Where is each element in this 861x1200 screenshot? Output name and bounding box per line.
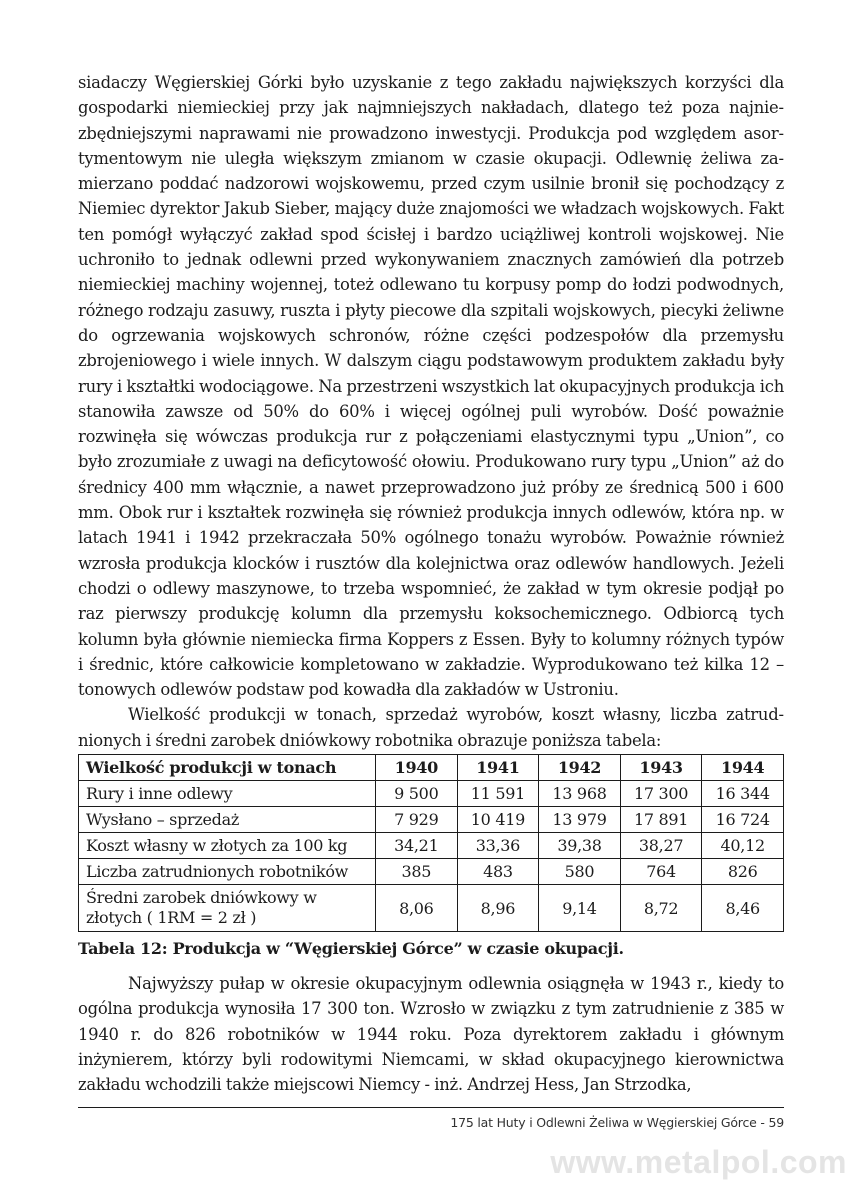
body-paragraph-1: siadaczy Węgierskiej Górki było uzyskanie z tego zakładu największych korzyści dla gospodarki niemieckiej przy jak najmniejszych nakładach, dlatego też poza najniezbędniejszymi naprawami nie prowadzono inwestycji. Produkcja pod względem asortymentowym nie uległa większym zmianom w czasie okupacji. Odlewnię żeliwa zamierzano poddać nadzorowi wojskowemu, przed czym usilnie bronił się pochodzący z Niemiec dyrektor Jakub Sieber, mający duże znajomości we władzach wojskowych. Fakt ten pomógł wyłączyć zakład spod ścisłej i bardzo uciążliwej kontroli wojskowej. Nie uchroniło to jednak odlewni przed wykonywaniem znacznych zamówień dla potrzeb niemieckiej machiny wojennej, toteż odlewano tu korpusy pomp do łodzi podwodnych, różnego rodzaju zasuwy, ruszta i płyty piecowe dla szpitali wojskowych, piecyki żeliwne do ogrzewania wojskowych schronów, różne części podzespołów dla przemysłu zbrojeniowego i wiele innych. W dalszym ciągu podstawowym produktem zakładu były rury i kształtki wodociągowe. Na przestrzeni wszystkich lat okupacyjnych produkcja ich stanowiła zawsze od 50% do 60% i więcej ogólnej puli wyrobów. Dość poważnie rozwinęła się wówczas produkcja rur z połączeniami elastycznymi typu „Union”, co było zrozumiałe z uwagi na deficytowość ołowiu. Produkowano rury typu „Union” aż do średnicy 400 mm włącznie, a nawet przeprowadzono już próby ze średnicą 500 i 600 mm. Obok rur i kształtek rozwinęła się również produkcja innych odlewów, która np. w latach 1941 i 1942 przekraczała 50% ogólnego tonażu wyrobów. Poważnie również wzrosła produkcja klocków i rusztów dla kolejnictwa oraz odlewów handlowych. Jeżeli chodzi o odlewy maszynowe, to trzeba wspomnieć, że zakład w tym okresie podjął po raz pierwszy produkcję kolumn dla przemysłu koksochemicznego. Odbiorcą tych kolumn była głównie niemiecka firma Koppers z Essen. Były to kolumny różnych typów i średnic, które całkowicie kompletowano w zakładzie. Wyprodukowano też kilka 12 – tonowych odlewów podstaw pod kowadła dla zakładów w Ustroniu. (78, 73, 784, 700)
table-cell: 11 591 (457, 781, 539, 807)
table-cell: 38,27 (620, 833, 702, 859)
table-cell: 39,38 (539, 833, 621, 859)
table-cell: 9,14 (539, 885, 621, 932)
table-cell: 17 300 (620, 781, 702, 807)
table-cell: 580 (539, 859, 621, 885)
table-cell: 10 419 (457, 807, 539, 833)
table-row (79, 885, 784, 932)
table-cell: 9 500 (376, 781, 458, 807)
body-paragraph-3: Najwyższy pułap w okresie okupacyjnym odlewnia osiągnęła w 1943 r., kiedy to ogólna produkcja wynosiła 17 300 ton. Wzrosło w związku z tym zatrudnienie z 385 w 1940 r. do 826 robotników w 1944 roku. Poza dyrektorem zakładu i głównym inżynierem, którzy byli rodowitymi Niemcami, w skład okupacyjnego kierownictwa zakładu wchodzili także miejscowi Niemcy - inż. Andrzej Hess, Jan Strzodka, (78, 974, 784, 1095)
table-cell: 17 891 (620, 807, 702, 833)
table-caption: Tabela 12: Produkcja w “Węgierskiej Górce” w czasie okupacji. (78, 939, 624, 959)
table-header-cell: 1942 (539, 755, 621, 781)
table-cell: 7 929 (376, 807, 458, 833)
table-cell: Liczba zatrudnionych robotników (79, 859, 376, 885)
production-table (78, 754, 784, 932)
table-header-row (79, 755, 784, 781)
table-cell: 764 (620, 859, 702, 885)
table-cell: 8,72 (620, 885, 702, 932)
table-header-cell: 1940 (376, 755, 458, 781)
table-cell: 13 968 (539, 781, 621, 807)
table-cell: 8,96 (457, 885, 539, 932)
table-header-cell: Wielkość produkcji w tonach (79, 755, 376, 781)
table-cell: 16 724 (702, 807, 784, 833)
table-cell: 826 (702, 859, 784, 885)
footer-divider (78, 1107, 784, 1108)
watermark: www.metalpol.com (550, 1144, 847, 1180)
table-header-cell: 1941 (457, 755, 539, 781)
body-paragraph-2: Wielkość produkcji w tonach, sprzedaż wyrobów, koszt własny, liczba zatrudnionych i średni zarobek dniówkowy robotnika obrazuje poniższa tabela: (78, 705, 784, 750)
page-content (78, 70, 784, 1098)
table-cell: 385 (376, 859, 458, 885)
table-cell: 8,06 (376, 885, 458, 932)
table-cell: Rury i inne odlewy (79, 781, 376, 807)
table-cell: Koszt własny w złotych za 100 kg (79, 833, 376, 859)
table-row (79, 833, 784, 859)
table-row (79, 859, 784, 885)
table-row (79, 807, 784, 833)
page-footer: 175 lat Huty i Odlewni Żeliwa w Węgierskiej Górce - 59 (450, 1115, 784, 1130)
table-cell: 13 979 (539, 807, 621, 833)
table-cell: Wysłano – sprzedaż (79, 807, 376, 833)
table-row (79, 781, 784, 807)
table-cell: 40,12 (702, 833, 784, 859)
table-cell: 483 (457, 859, 539, 885)
table-cell: Średni zarobek dniówkowy w złotych ( 1RM = 2 zł ) (79, 885, 376, 932)
table-cell: 34,21 (376, 833, 458, 859)
table-header-cell: 1943 (620, 755, 702, 781)
table-cell: 33,36 (457, 833, 539, 859)
table-header-cell: 1944 (702, 755, 784, 781)
table-cell: 16 344 (702, 781, 784, 807)
table-cell: 8,46 (702, 885, 784, 932)
